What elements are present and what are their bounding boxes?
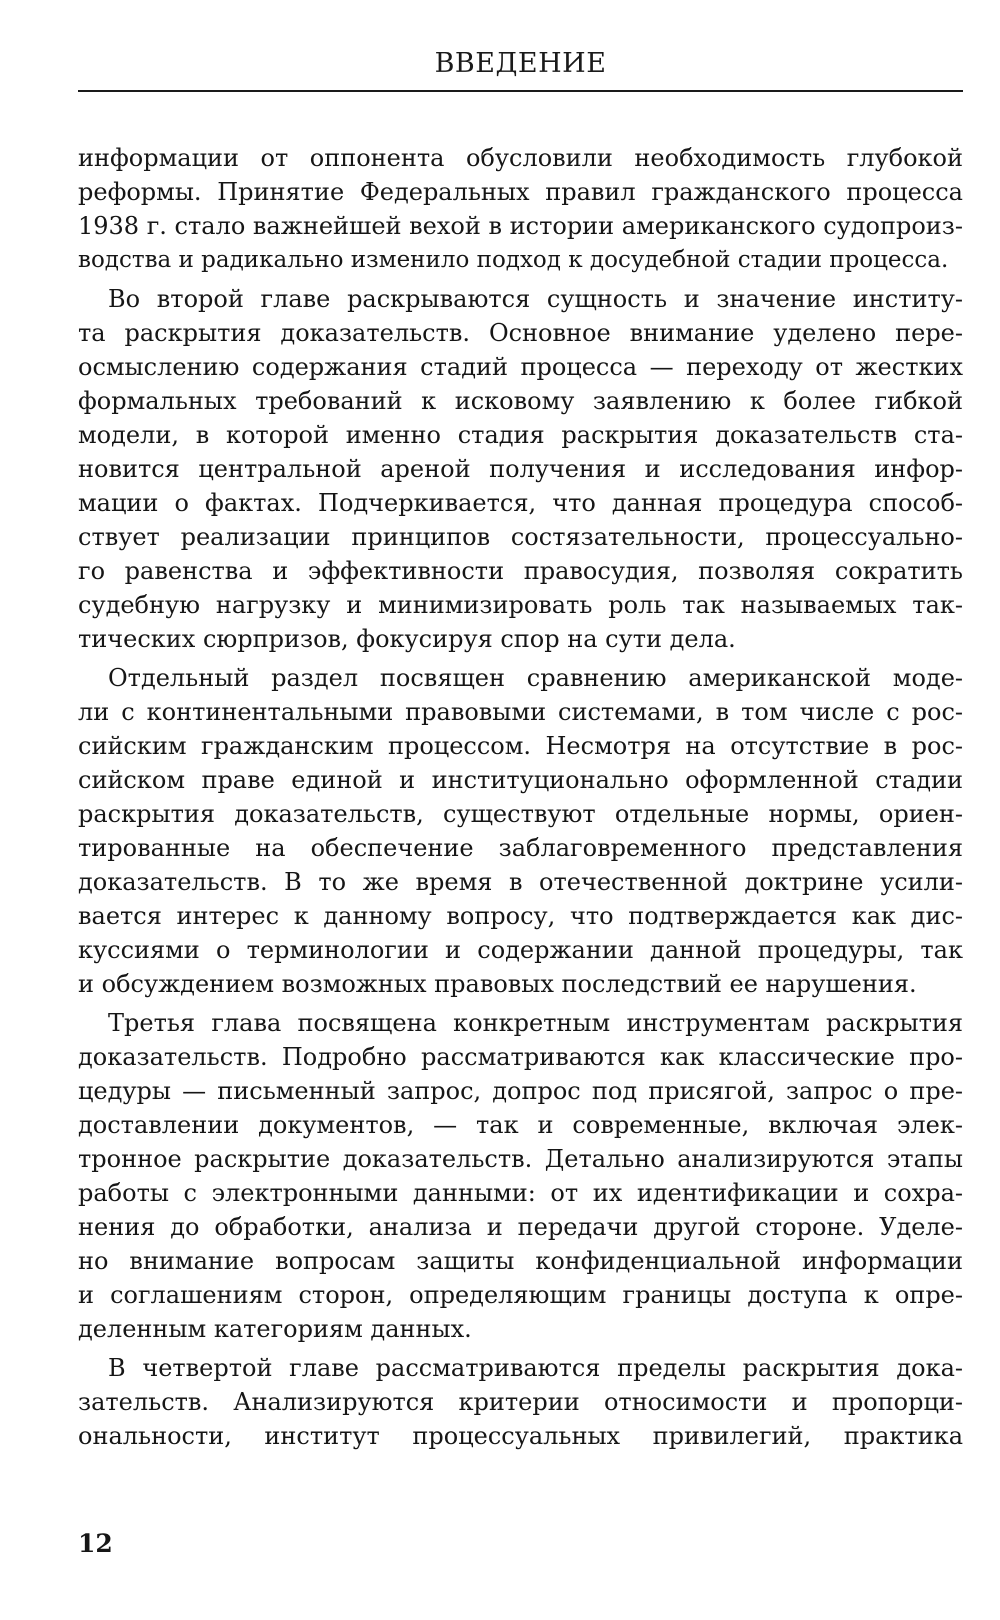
body-text	[78, 141, 963, 1453]
text-line: водства и радикально изменило подход к досудебной стадии процесса.	[78, 247, 949, 273]
text-line: Третья глава посвящена конкретным инструментам раскрытия	[108, 1009, 963, 1037]
text-line: новится центральной ареной получения и исследования инфор-	[78, 455, 963, 483]
text-line: раскрытия доказательств, существуют отдельные нормы, ориен-	[78, 800, 963, 828]
paragraph	[78, 1006, 963, 1346]
text-line: доказательств. В то же время в отечественной доктрине усили-	[78, 868, 963, 896]
text-line: Отдельный раздел посвящен сравнению американской моде-	[108, 664, 963, 692]
text-line: та раскрытия доказательств. Основное внимание уделено пере-	[78, 319, 963, 347]
text-line: ли с континентальными правовыми системами, в том числе с рос-	[78, 698, 963, 726]
header-rule	[78, 90, 963, 92]
text-line: формальных требований к исковому заявлению к более гибкой	[78, 387, 963, 415]
text-line: тронное раскрытие доказательств. Детально анализируются этапы	[78, 1145, 963, 1173]
paragraph-continuation	[78, 141, 963, 277]
text-line: сийском праве единой и институционально оформленной стадии	[78, 766, 963, 794]
paragraph	[78, 1351, 963, 1453]
paragraph	[78, 282, 963, 656]
paragraph	[78, 661, 963, 1001]
text-line: тированные на обеспечение заблаговременного представления	[78, 834, 963, 862]
text-line: доказательств. Подробно рассматриваются как классические про-	[78, 1043, 963, 1071]
text-line: куссиями о терминологии и содержании данной процедуры, так	[78, 936, 963, 964]
text-line: и соглашениям сторон, определяющим границы доступа к опре-	[78, 1281, 963, 1309]
text-line: зательств. Анализируются критерии относимости и пропорци-	[78, 1388, 963, 1416]
text-line: деленным категориям данных.	[78, 1315, 472, 1343]
text-line: но внимание вопросам защиты конфиденциальной информации	[78, 1247, 963, 1275]
text-line: 1938 г. стало важнейшей вехой в истории американского судопроиз-	[78, 212, 963, 240]
text-line: вается интерес к данному вопросу, что подтверждается как дис-	[78, 902, 963, 930]
text-line: го равенства и эффективности правосудия, позволяя сократить	[78, 557, 963, 585]
text-line: сийским гражданским процессом. Несмотря на отсутствие в рос-	[78, 732, 963, 760]
text-line: осмыслению содержания стадий процесса — переходу от жестких	[78, 353, 963, 381]
text-line: цедуры — письменный запрос, допрос под присягой, запрос о пре-	[78, 1077, 963, 1105]
text-line: ствует реализации принципов состязательности, процессуально-	[78, 523, 963, 551]
text-line: модели, в которой именно стадия раскрытия доказательств ста-	[78, 421, 963, 449]
running-head-title: ВВЕДЕНИЕ	[434, 48, 607, 79]
page-number: 12	[78, 1529, 113, 1558]
text-line: Во второй главе раскрываются сущность и значение институ-	[108, 285, 963, 313]
text-line: информации от оппонента обусловили необходимость глубокой	[78, 144, 963, 172]
text-line: судебную нагрузку и минимизировать роль так называемых так-	[78, 591, 963, 619]
text-line: нения до обработки, анализа и передачи другой стороне. Уделе-	[78, 1213, 963, 1241]
text-line: мации о фактах. Подчеркивается, что данная процедура способ-	[78, 489, 963, 517]
text-line: тических сюрпризов, фокусируя спор на сути дела.	[78, 625, 736, 653]
text-line: и обсуждением возможных правовых последствий ее нарушения.	[78, 970, 917, 998]
text-line: реформы. Принятие Федеральных правил гражданского процесса	[78, 178, 963, 206]
text-line: доставлении документов, — так и современные, включая элек-	[78, 1111, 963, 1139]
text-line: работы с электронными данными: от их идентификации и сохра-	[78, 1179, 963, 1207]
text-line: ональности, институт процессуальных привилегий, практика	[78, 1422, 963, 1450]
text-line: В четвертой главе рассматриваются пределы раскрытия дока-	[108, 1354, 963, 1382]
